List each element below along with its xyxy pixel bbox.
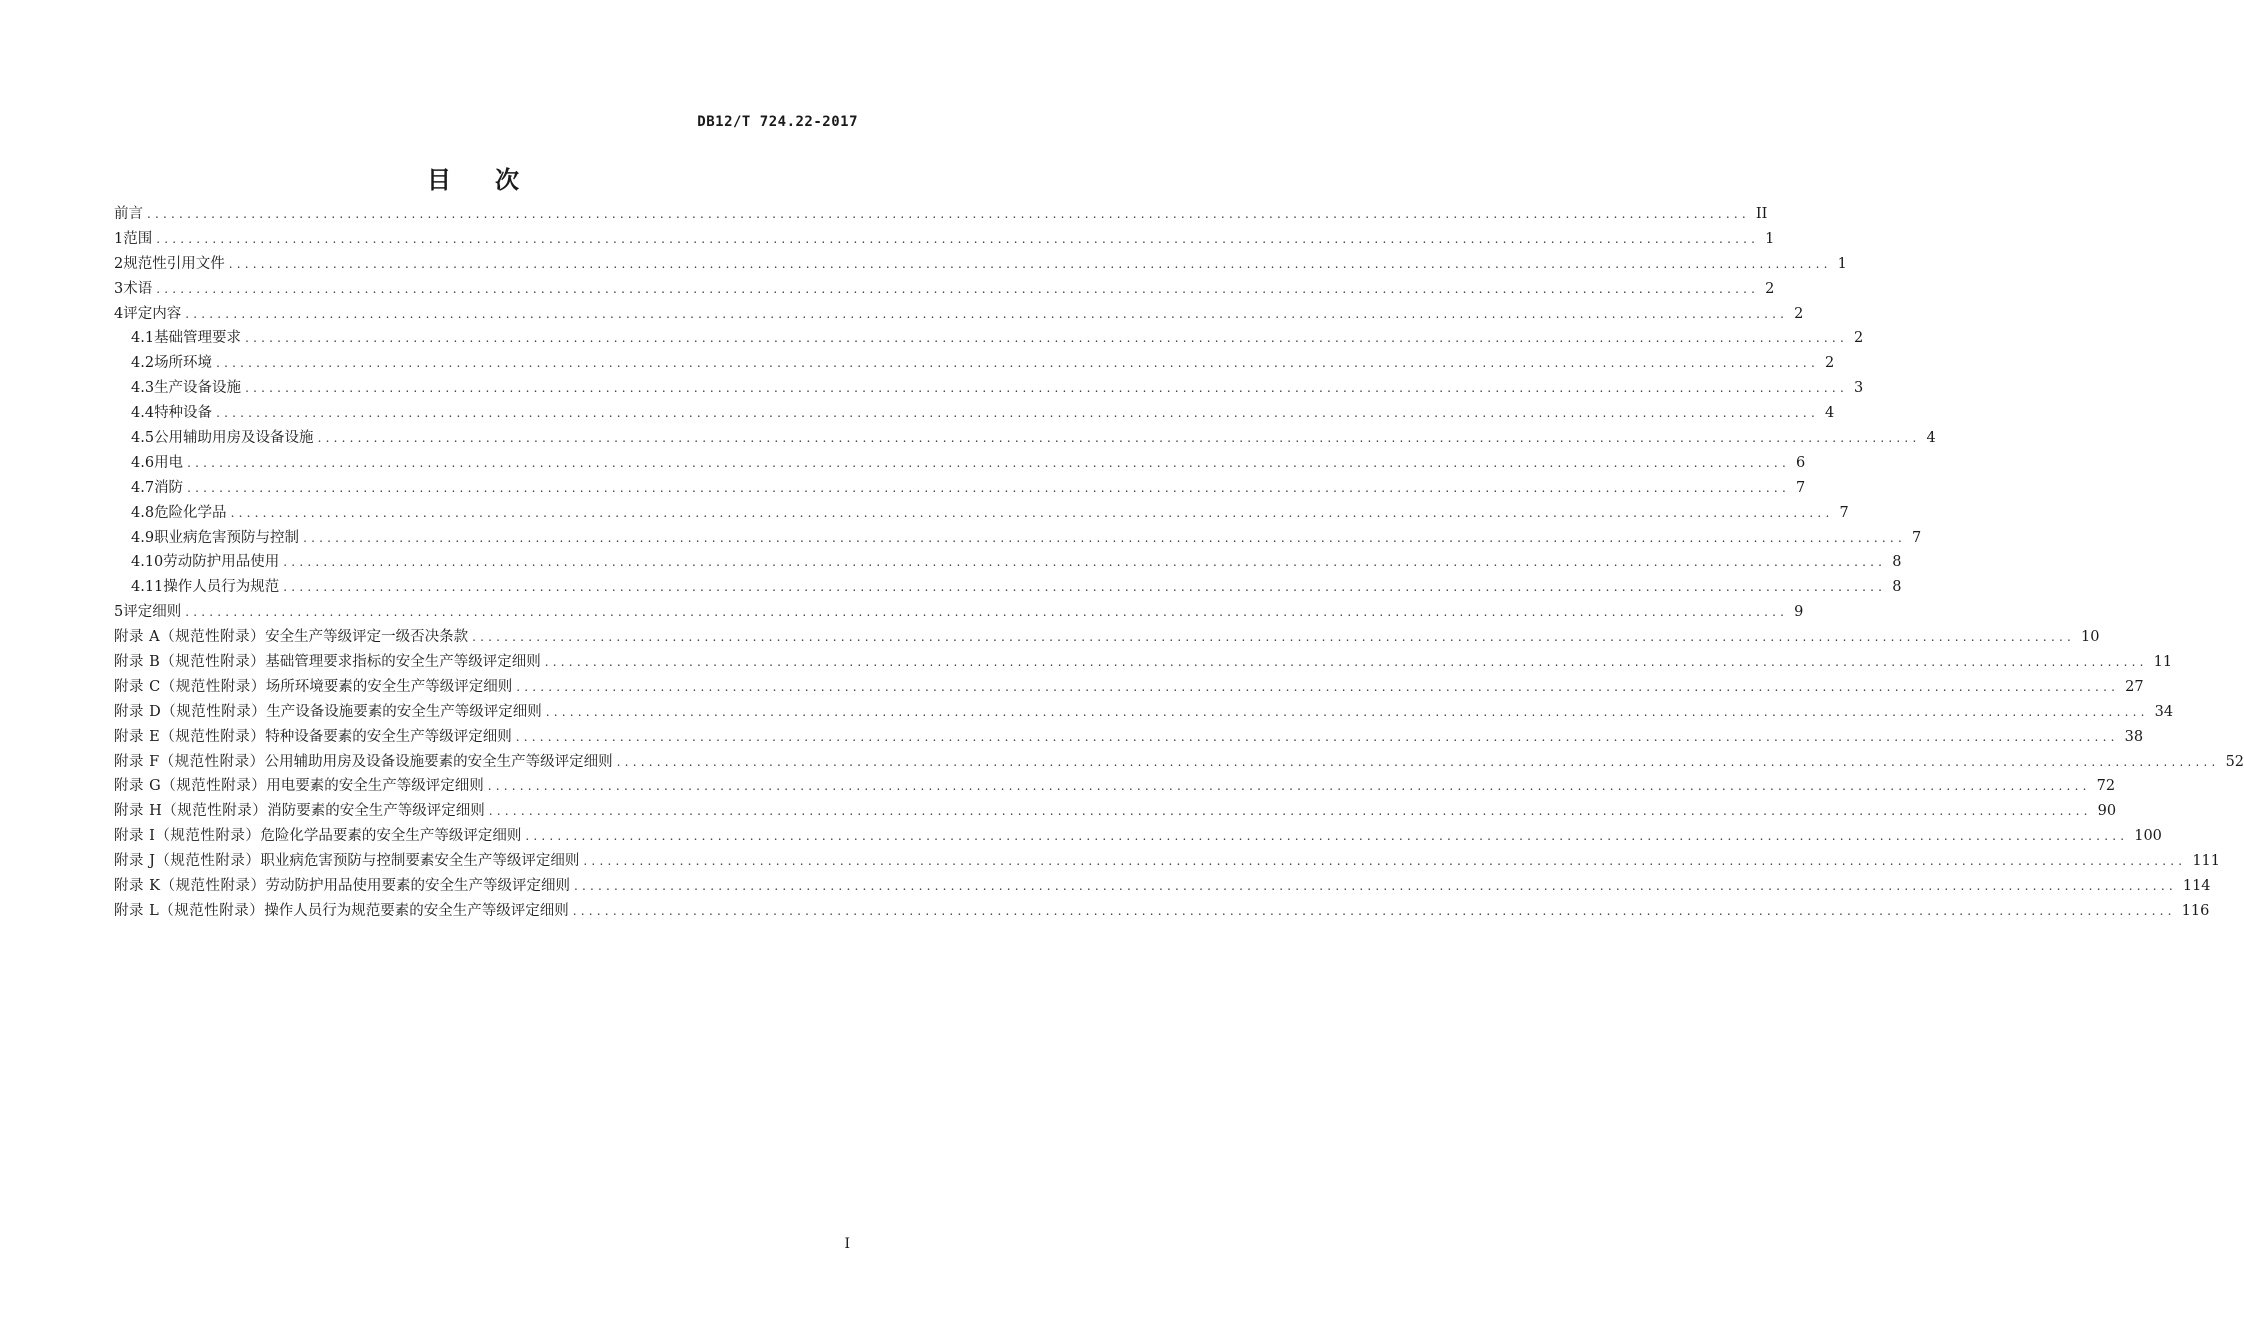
toc-entry[interactable] [114,326,1864,351]
toc-entry-page: 2 [1794,305,1804,322]
toc-entry-page: 7 [1911,529,1922,546]
toc-entry-number: 附录 C（规范性附录） [114,678,266,695]
toc-entry-page: 2 [1824,355,1835,372]
toc-entry-title: 生产设备设施 [154,380,242,397]
toc-dot-leader: ........................................................................................................................................................................................................ [583,854,2187,869]
toc-entry[interactable] [114,874,2211,899]
toc-entry-title: 范围 [123,230,153,247]
toc-entry-title: 基础管理要求 [154,330,242,347]
toc-dot-leader: ........................................................................................................................................................................................................ [544,655,2148,670]
toc-dot-leader: ........................................................................................................................................................................................................ [185,605,1789,620]
toc-entry-number: 5 [114,604,124,621]
toc-dot-leader: ........................................................................................................................................................................................................ [230,505,1834,520]
toc-entry-page: 2 [1765,280,1775,297]
toc-entry-title: 特种设备要素的安全生产等级评定细则 [265,728,512,745]
toc-entry[interactable] [114,376,1864,401]
toc-entry[interactable] [114,600,1804,625]
toc-dot-leader: ........................................................................................................................................................................................................ [228,256,1832,271]
toc-entry[interactable] [114,501,1849,526]
toc-entry-title: 用电 [154,454,184,471]
toc-entry[interactable] [114,401,1835,426]
toc-entry[interactable] [114,451,1806,476]
toc-entry-title: 操作人员行为规范 [163,579,280,596]
toc-entry-number: 附录 J（规范性附录） [114,853,261,870]
toc-entry-number: 4.11 [131,579,164,596]
toc-dot-leader: ........................................................................................................................................................................................................ [303,530,1906,545]
toc-entry-number: 附录 K（规范性附录） [114,878,266,895]
toc-entry[interactable] [114,774,2116,799]
toc-entry-title: 危险化学品要素的安全生产等级评定细则 [260,828,522,845]
toc-dot-leader: ........................................................................................................................................................................................................ [185,306,1789,321]
toc-entry-number: 2 [114,255,124,272]
toc-entry-title: 公用辅助用房及设备设施 [154,430,314,447]
toc-entry[interactable] [114,202,1768,227]
document-code: DB12/T 724.22-2017 [697,114,858,130]
toc-entry-number: 附录 G（规范性附录） [114,778,267,795]
toc-entry-number: 附录 I（规范性附录） [114,828,261,845]
toc-entry-title: 规范性引用文件 [123,255,225,272]
toc-entry-title: 前言 [114,206,143,222]
toc-dot-leader: ........................................................................................................................................................................................................ [516,679,2120,694]
toc-dot-leader: ........................................................................................................................................................................................................ [545,704,2149,719]
toc-entry-number: 附录 E（规范性附录） [114,728,266,745]
toc-entry-page: 4 [1926,430,1936,447]
toc-entry[interactable] [114,849,2220,874]
toc-entry-page: 38 [2124,728,2144,745]
toc-entry-title: 劳动防护用品使用要素的安全生产等级评定细则 [265,878,570,895]
toc-dot-leader: ........................................................................................................................................................................................................ [488,804,2092,819]
toc-entry-title: 特种设备 [154,405,213,422]
toc-entry-title: 基础管理要求指标的安全生产等级评定细则 [265,654,541,671]
toc-entry[interactable] [114,252,1847,277]
toc-entry-page: 27 [2125,678,2144,695]
toc-entry-title: 职业病危害预防与控制 [154,529,300,546]
toc-title-second: 次 [495,166,523,194]
toc-entry-page: 1 [1837,255,1847,272]
toc-entry-page: 116 [2181,902,2210,919]
toc-entry-number: 附录 B（规范性附录） [114,654,266,671]
toc-entry-title: 场所环境要素的安全生产等级评定细则 [265,678,513,695]
toc-entry[interactable] [114,575,1902,600]
toc-entry-title: 劳动防护用品使用 [163,554,280,571]
toc-dot-leader: ........................................................................................................................................................................................................ [156,281,1760,296]
toc-entry[interactable] [114,824,2162,849]
toc-entry-number: 4.3 [131,380,155,397]
toc-entry-page: 8 [1892,554,1902,571]
toc-dot-leader: ........................................................................................................................................................................................................ [156,231,1760,246]
toc-entry-page: 52 [2225,753,2244,770]
toc-dot-leader: ........................................................................................................................................................................................................ [283,580,1887,595]
toc-dot-leader: ........................................................................................................................................................................................................ [515,729,2119,744]
toc-entry-number: 附录 L（规范性附录） [114,902,265,919]
toc-dot-leader: ........................................................................................................................................................................................................ [283,555,1887,570]
toc-entry-number: 3 [114,280,124,297]
toc-entry-page: 111 [2192,853,2220,870]
toc-title [0,160,950,195]
toc-dot-leader: ........................................................................................................................................................................................................ [616,754,2220,769]
toc-entry-page: 6 [1795,454,1806,471]
toc-entry-title: 职业病危害预防与控制要素安全生产等级评定细则 [260,853,580,870]
toc-entry-page: 10 [2080,629,2100,646]
toc-dot-leader: ........................................................................................................................................................................................................ [187,455,1790,470]
toc-dot-leader: ........................................................................................................................................................................................................ [573,879,2177,894]
toc-entry-number: 附录 H（规范性附录） [114,803,268,820]
toc-entry-number: 4 [114,305,124,322]
toc-dot-leader: ........................................................................................................................................................................................................ [317,431,1921,446]
toc-entry[interactable] [114,302,1804,327]
toc-entry[interactable] [114,476,1806,501]
toc-entry-page: 100 [2134,828,2162,845]
table-of-contents [114,202,2244,924]
toc-entry-number: 4.8 [131,504,155,521]
toc-entry-title: 操作人员行为规范要素的安全生产等级评定细则 [264,902,569,919]
toc-entry-page: 11 [2153,654,2173,671]
toc-dot-leader: ........................................................................................................................................................................................................ [147,207,1750,221]
toc-entry-number: 附录 F（规范性附录） [114,753,265,770]
toc-entry-number: 4.7 [131,479,155,496]
page-number: I [844,1236,850,1252]
toc-entry-number: 4.5 [131,430,155,447]
toc-entry[interactable] [114,700,2174,725]
toc-entry-title: 评定细则 [123,604,182,621]
toc-entry-page: 114 [2182,878,2211,895]
toc-entry[interactable] [114,625,2100,650]
toc-entry[interactable] [114,750,2244,775]
toc-dot-leader: ........................................................................................................................................................................................................ [245,381,1848,396]
toc-entry-page: 2 [1853,330,1864,347]
toc-entry-page: 4 [1824,405,1835,422]
toc-entry-number: 4.9 [131,529,155,546]
toc-entry[interactable] [114,725,2144,750]
toc-dot-leader: ........................................................................................................................................................................................................ [216,406,1819,421]
toc-dot-leader: ........................................................................................................................................................................................................ [525,829,2129,844]
toc-entry-page: 3 [1853,380,1864,397]
toc-entry-title: 公用辅助用房及设备设施要素的安全生产等级评定细则 [264,753,613,770]
toc-entry-title: 生产设备设施要素的安全生产等级评定细则 [266,703,542,720]
toc-entry[interactable] [114,650,2173,675]
toc-entry-title: 安全生产等级评定一级否决条款 [265,629,469,646]
toc-entry[interactable] [114,675,2144,700]
toc-entry-page: 34 [2154,703,2174,720]
toc-entry[interactable] [114,227,1775,252]
toc-dot-leader: ........................................................................................................................................................................................................ [572,903,2176,918]
toc-entry-page: 7 [1839,504,1849,521]
toc-entry-page: 72 [2096,778,2116,795]
toc-entry-number: 1 [114,230,124,247]
toc-dot-leader: ........................................................................................................................................................................................................ [187,480,1790,495]
toc-entry[interactable] [114,526,1922,551]
toc-entry[interactable] [114,550,1902,575]
toc-entry-number: 附录 D（规范性附录） [114,703,267,720]
toc-dot-leader: ........................................................................................................................................................................................................ [245,331,1848,346]
toc-entry-title: 术语 [123,280,153,297]
toc-entry[interactable] [114,426,1936,451]
toc-entry-number: 4.10 [131,554,164,571]
toc-entry-number: 附录 A（规范性附录） [114,629,266,646]
toc-entry-title: 场所环境 [154,355,213,372]
toc-entry[interactable] [114,277,1775,302]
toc-entry-page: 8 [1892,579,1902,596]
toc-entry-number: 4.1 [131,330,155,347]
toc-dot-leader: ........................................................................................................................................................................................................ [487,779,2091,794]
toc-entry[interactable] [114,899,2210,924]
toc-entry-number: 4.2 [131,355,155,372]
toc-entry-page: II [1755,206,1768,222]
toc-entry-page: 90 [2097,803,2117,820]
toc-entry-title: 消防 [154,479,184,496]
toc-title-first: 目 [427,166,455,194]
toc-entry-title: 用电要素的安全生产等级评定细则 [266,778,484,795]
toc-dot-leader: ........................................................................................................................................................................................................ [472,630,2075,645]
toc-entry-number: 4.6 [131,454,155,471]
toc-dot-leader: ........................................................................................................................................................................................................ [216,356,1819,371]
toc-entry-page: 1 [1765,230,1775,247]
toc-entry[interactable] [114,799,2117,824]
toc-entry-page: 7 [1795,479,1806,496]
toc-entry-title: 评定内容 [123,305,182,322]
toc-entry-number: 4.4 [131,405,155,422]
toc-entry-title: 消防要素的安全生产等级评定细则 [267,803,485,820]
toc-entry-title: 危险化学品 [154,504,227,521]
toc-entry-page: 9 [1794,604,1804,621]
toc-entry[interactable] [114,351,1835,376]
